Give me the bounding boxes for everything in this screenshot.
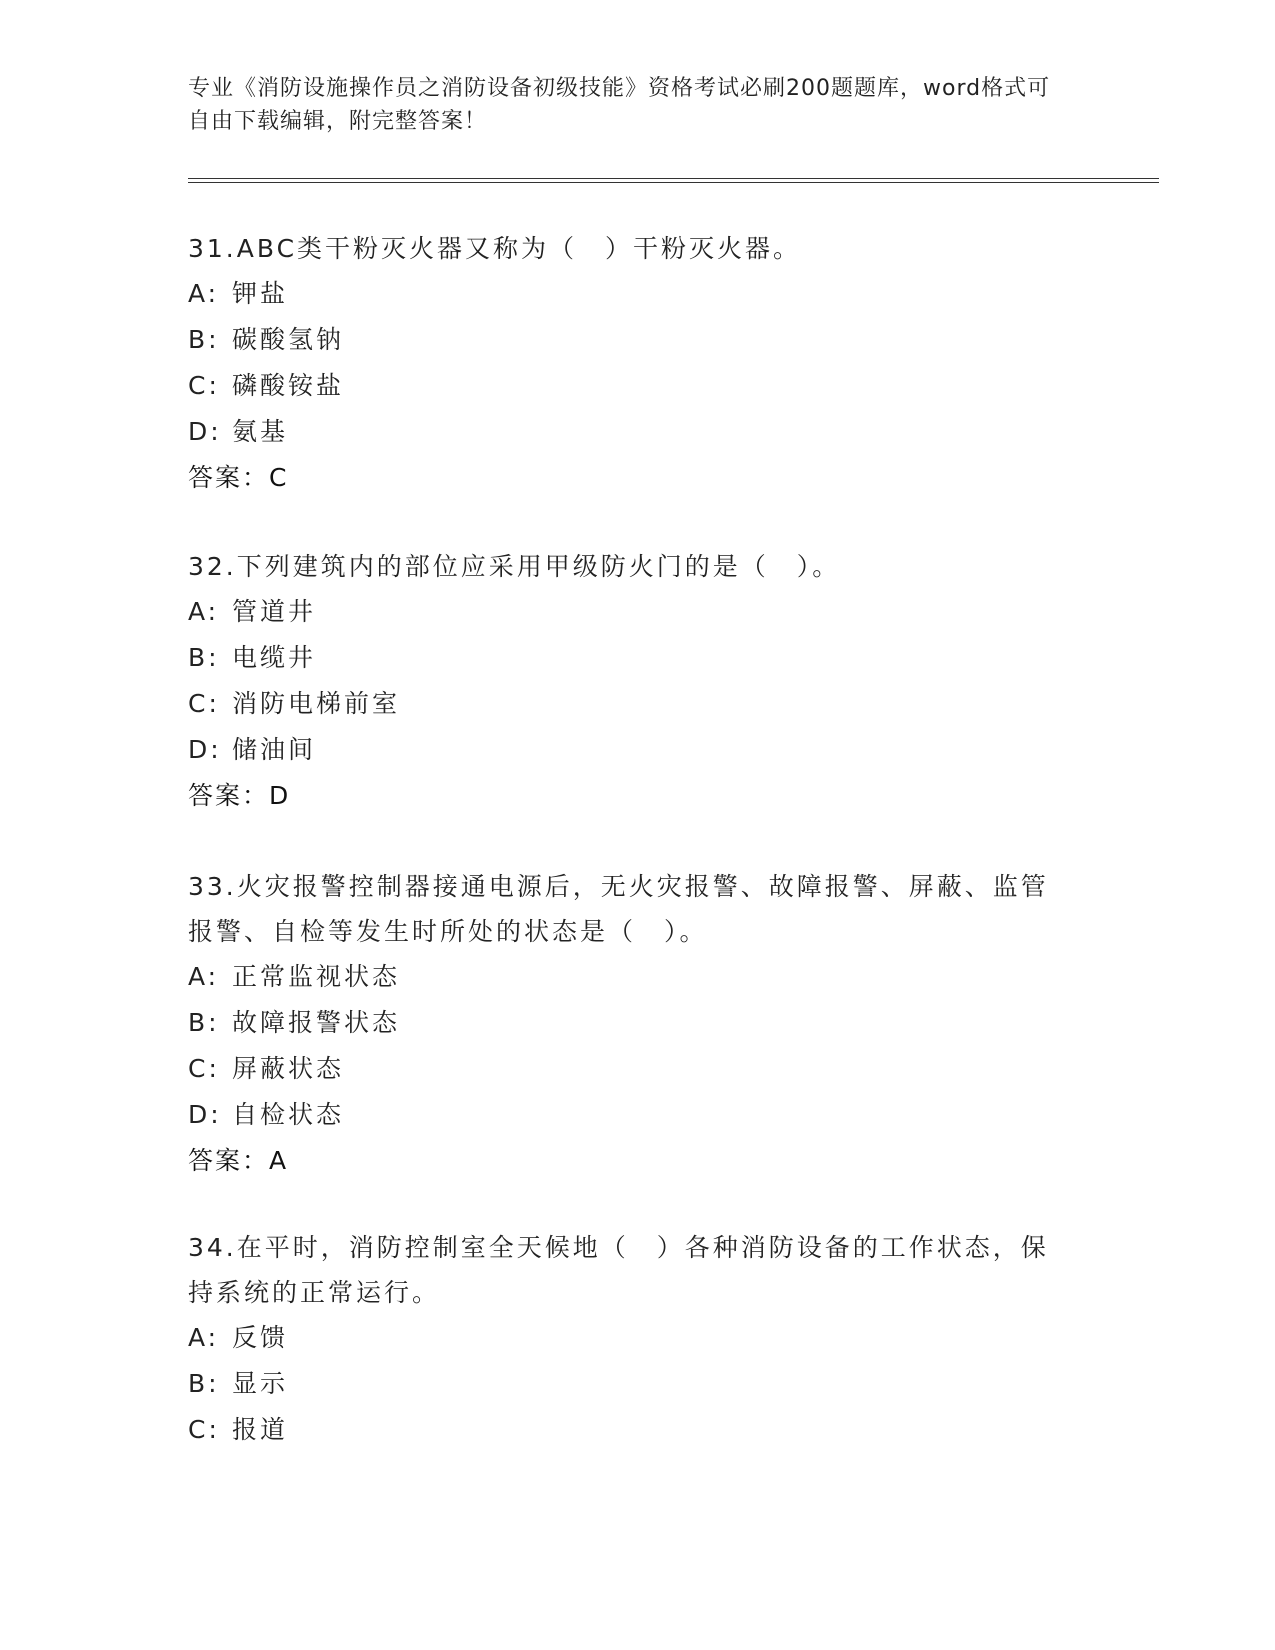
option-text: 报道: [232, 1415, 289, 1444]
option-letter: C:: [188, 689, 220, 718]
answer: 答案：A: [188, 1146, 289, 1175]
document-header: [188, 72, 1068, 138]
option-b: [188, 1361, 1088, 1407]
header-double-rule: [188, 178, 1159, 183]
question-32: [188, 544, 1088, 819]
option-text: 管道井: [232, 597, 317, 626]
option-letter: A:: [188, 279, 220, 308]
option-c: [188, 363, 1088, 409]
option-a: [188, 954, 1088, 1000]
question-stem: 34.在平时，消防控制室全天候地（ ）各种消防设备的工作状态，保持系统的正常运行。: [188, 1233, 1049, 1307]
question-33: [188, 864, 1088, 1184]
option-letter: A:: [188, 962, 220, 991]
option-d: [188, 727, 1088, 773]
option-text: 磷酸铵盐: [232, 371, 345, 400]
option-text: 碳酸氢钠: [232, 325, 345, 354]
option-letter: B:: [188, 325, 220, 354]
question-34: [188, 1225, 1088, 1453]
option-text: 反馈: [232, 1323, 289, 1352]
option-letter: A:: [188, 1323, 220, 1352]
option-d: [188, 1092, 1088, 1138]
option-c: [188, 1046, 1088, 1092]
option-text: 故障报警状态: [232, 1008, 401, 1037]
question-stem: 31.ABC类干粉灭火器又称为（ ）干粉灭火器。: [188, 234, 802, 263]
option-letter: B:: [188, 643, 220, 672]
option-letter: B:: [188, 1369, 220, 1398]
option-a: [188, 1315, 1088, 1361]
option-text: 显示: [232, 1369, 289, 1398]
option-letter: C:: [188, 371, 220, 400]
option-text: 屏蔽状态: [232, 1054, 345, 1083]
answer: 答案：C: [188, 463, 289, 492]
option-c: [188, 1407, 1088, 1453]
option-b: [188, 317, 1088, 363]
option-text: 正常监视状态: [232, 962, 401, 991]
option-text: 电缆井: [232, 643, 317, 672]
option-letter: D:: [188, 735, 222, 764]
header-text: 专业《消防设施操作员之消防设备初级技能》资格考试必刷200题题库，word格式可自由下载编辑，附完整答案！: [188, 76, 1051, 134]
option-a: [188, 589, 1088, 635]
option-letter: C:: [188, 1054, 220, 1083]
question-stem: 33.火灾报警控制器接通电源后，无火灾报警、故障报警、屏蔽、监管报警、自检等发生时所处的状态是（ ）。: [188, 872, 1049, 946]
option-text: 氨基: [232, 417, 289, 446]
option-a: [188, 271, 1088, 317]
option-text: 储油间: [232, 735, 317, 764]
answer: 答案：D: [188, 781, 291, 810]
option-text: 钾盐: [232, 279, 289, 308]
option-b: [188, 1000, 1088, 1046]
option-c: [188, 681, 1088, 727]
option-b: [188, 635, 1088, 681]
option-letter: B:: [188, 1008, 220, 1037]
option-letter: C:: [188, 1415, 220, 1444]
option-letter: D:: [188, 1100, 222, 1129]
option-text: 自检状态: [232, 1100, 345, 1129]
question-stem: 32.下列建筑内的部位应采用甲级防火门的是（ ）。: [188, 552, 841, 581]
question-31: [188, 226, 1088, 501]
option-letter: A:: [188, 597, 220, 626]
option-d: [188, 409, 1088, 455]
option-letter: D:: [188, 417, 222, 446]
option-text: 消防电梯前室: [232, 689, 401, 718]
